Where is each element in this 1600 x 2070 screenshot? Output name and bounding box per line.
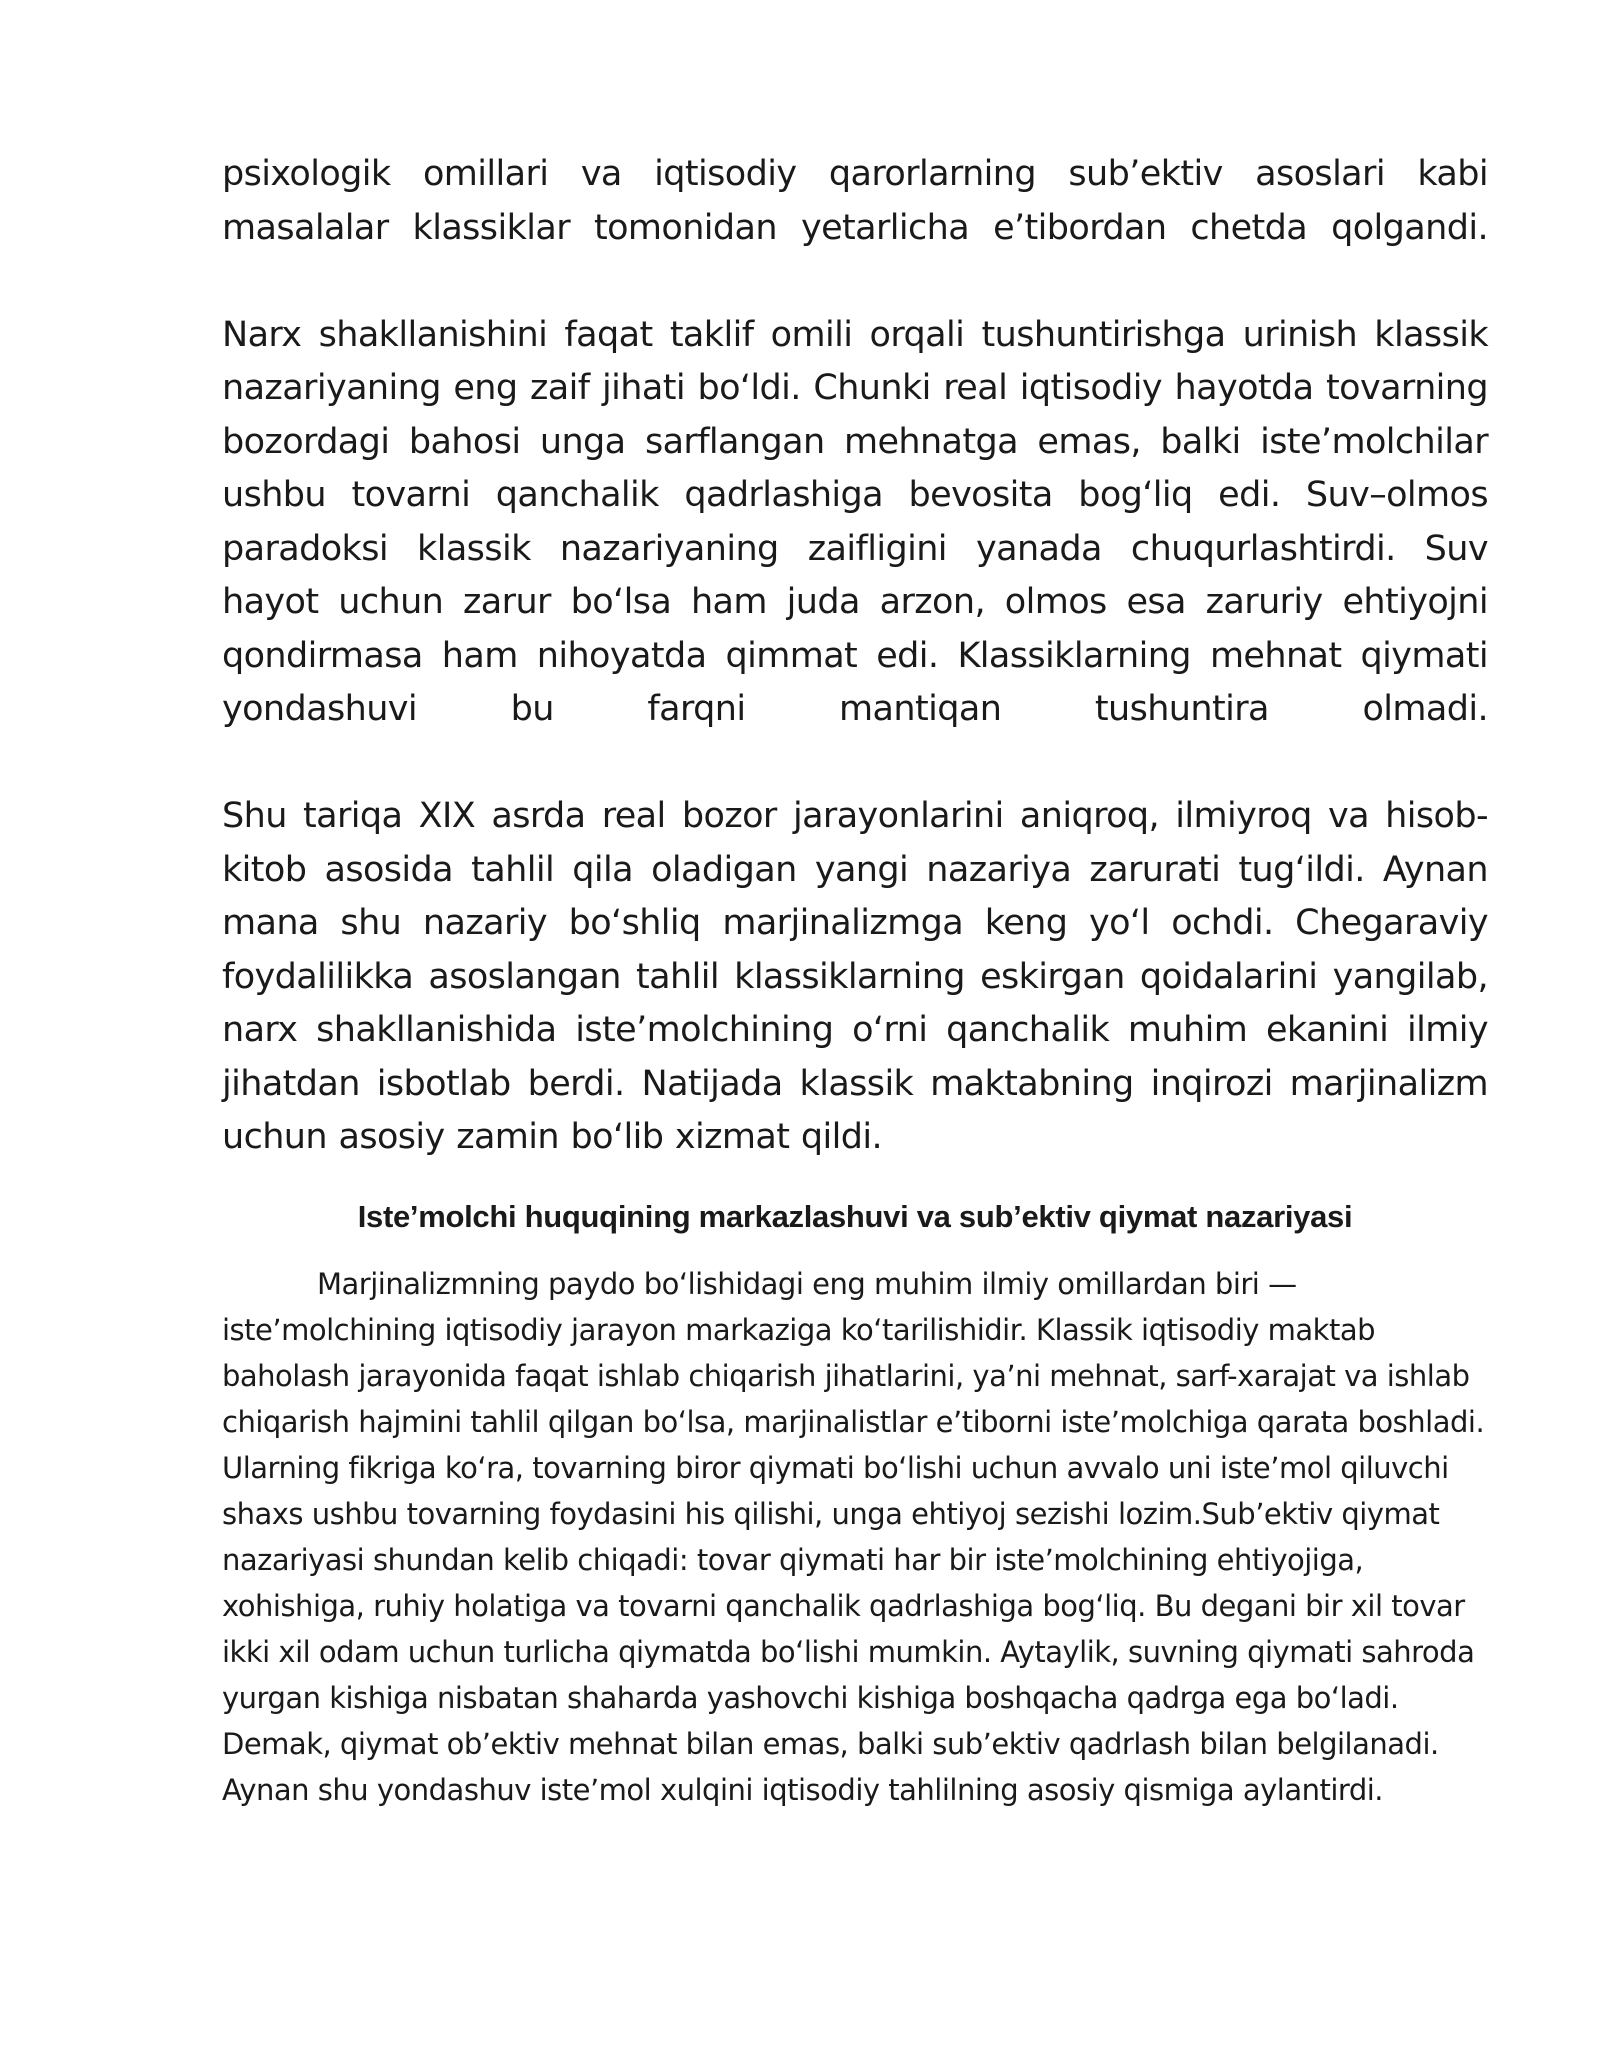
document-page [222, 148, 1488, 1813]
paragraph-subjective-value: Marjinalizmning paydo bo‘lishidagi eng muhim ilmiy omillardan biri — iste’molchining iqtisodiy jarayon markaziga ko‘tarilishidir. Klassik iqtisodiy maktab baholash jarayonida faqat ishlab chiqarish jihatlarini, ya’ni mehnat, sarf-xarajat va ishlab chiqarish hajmini tahlil qilgan bo‘lsa, marjinalistlar e’tiborni iste’molchiga qarata boshladi. Ularning fikriga ko‘ra, tovarning biror qiymati bo‘lishi uchun avvalo uni iste’mol qiluvchi shaxs ushbu tovarning foydasini his qilishi, unga ehtiyoj sezishi lozim.Sub’ektiv qiymat nazariyasi shundan kelib chiqadi: tovar qiymati har bir iste’molchining ehtiyojiga, xohishiga, ruhiy holatiga va tovarni qanchalik qadrlashiga bog‘liq. Bu degani bir xil tovar ikki xil odam uchun turlicha qiymatda bo‘lishi mumkin. Aytaylik, suvning qiymati sahroda yurgan kishiga nisbatan shaharda yashovchi kishiga boshqacha qadrga ega bo‘ladi. Demak, qiymat ob’ektiv mehnat bilan emas, balki sub’ektiv qadrlash bilan belgilanadi. Aynan shu yondashuv iste’mol xulqini iqtisodiy tahlilning asosiy qismiga aylantirdi. [222, 1266, 1485, 1807]
section-heading: Iste’molchi huquqining markazlashuvi va sub’ektiv qiymat nazariyasi [357, 1198, 1353, 1234]
paragraph-price-formation: Narx shakllanishini faqat taklif omili orqali tushuntirishga urinish klassik nazariyaning eng zaif jihati bo‘ldi. Chunki real iqtisodiy hayotda tovarning bozordagi bahosi unga sarflangan mehnatga emas, balki iste’molchilar ushbu tovarni qanchalik qadrlashiga bevosita bog‘liq edi. Suv–olmos paradoksi klassik nazariyaning zaifligini yanada chuqurlashtirdi. Suv hayot uchun zarur bo‘lsa ham juda arzon, olmos esa zaruriy ehtiyojni qondirmasa ham nihoyatda qimmat edi. Klassiklarning mehnat qiymati yondashuvi bu farqni mantiqan tushuntira olmadi. [222, 314, 1488, 729]
paragraph-marginalism-origin: Shu tariqa XIX asrda real bozor jarayonlarini aniqroq, ilmiyroq va hisob-kitob asosida tahlil qila oladigan yangi nazariya zarurati tug‘ildi. Aynan mana shu nazariy bo‘shliq marjinalizmga keng yo‘l ochdi. Chegaraviy foydalilikka asoslangan tahlil klassiklarning eskirgan qoidalarini yangilab, narx shakllanishida iste’molchining o‘rni qanchalik muhim ekanini ilmiy jihatdan isbotlab berdi. Natijada klassik maktabning inqirozi marjinalizm uchun asosiy zamin bo‘lib xizmat qildi. [222, 796, 1488, 1157]
paragraph-classical-critique: psixologik omillari va iqtisodiy qarorlarning sub’ektiv asoslari kabi masalalar klassiklar tomonidan yetarlicha e’tibordan chetda qolgandi. [222, 154, 1488, 248]
